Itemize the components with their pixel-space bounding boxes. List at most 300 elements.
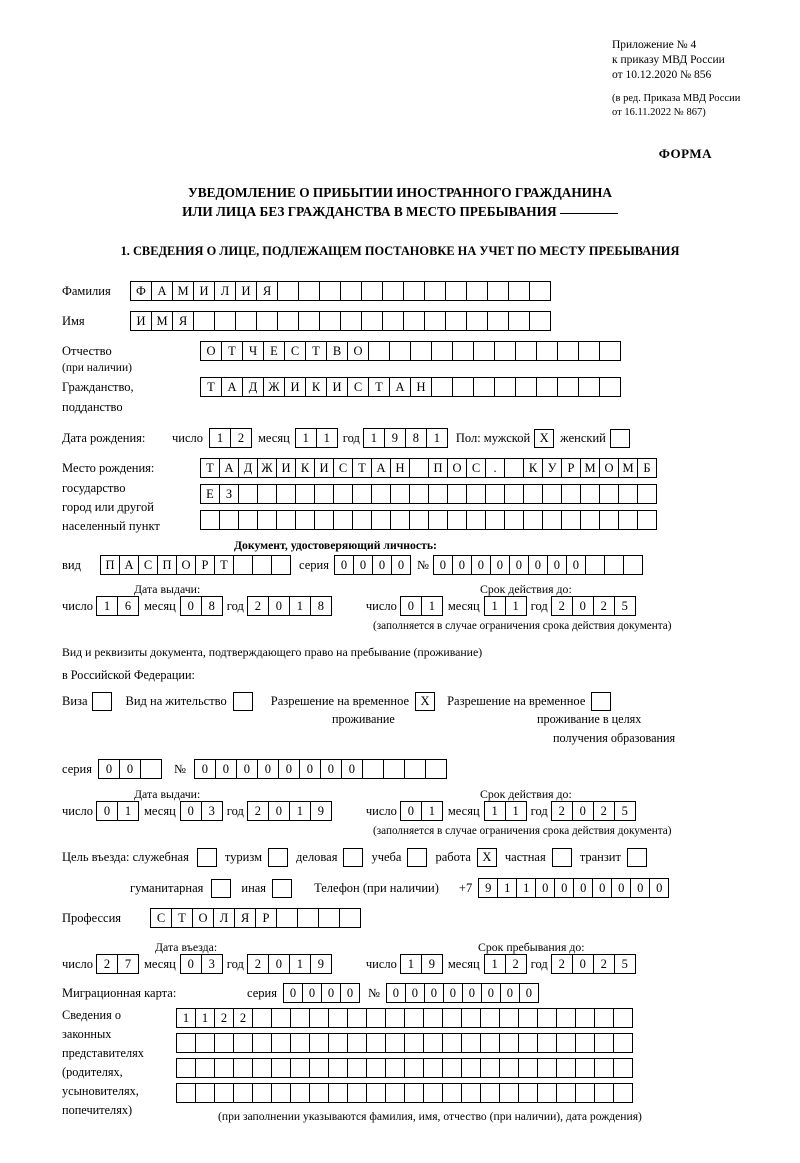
cell[interactable]: 0 (98, 759, 120, 779)
cell[interactable] (382, 311, 404, 331)
cell[interactable] (518, 1008, 538, 1028)
cell[interactable] (252, 1008, 272, 1028)
cell[interactable] (256, 311, 278, 331)
cell[interactable] (536, 341, 558, 361)
doc-valid-year-input[interactable] (551, 596, 636, 616)
cell[interactable] (290, 1008, 310, 1028)
cell[interactable] (277, 311, 299, 331)
cell[interactable] (487, 311, 509, 331)
cell[interactable] (309, 1033, 329, 1053)
cell[interactable] (623, 555, 643, 575)
cell[interactable]: 0 (283, 983, 303, 1003)
cell[interactable] (176, 1033, 196, 1053)
cell[interactable] (347, 1083, 367, 1103)
cell[interactable]: 1 (295, 428, 317, 448)
cell[interactable] (404, 1058, 424, 1078)
cell[interactable]: 1 (421, 801, 443, 821)
cell[interactable]: И (326, 377, 348, 397)
cell[interactable]: 0 (424, 983, 444, 1003)
cell[interactable]: 0 (340, 983, 360, 1003)
cell[interactable] (452, 377, 474, 397)
cell[interactable] (314, 484, 334, 504)
cell[interactable] (494, 341, 516, 361)
cell[interactable] (485, 510, 505, 530)
cell[interactable] (618, 510, 638, 530)
cell[interactable] (618, 484, 638, 504)
cell[interactable]: 2 (96, 954, 118, 974)
birthplace-input-row-3[interactable] (200, 510, 657, 530)
cell[interactable]: П (157, 555, 177, 575)
cell[interactable]: 0 (572, 801, 594, 821)
doc-series-input[interactable] (334, 555, 411, 575)
edu-residence-checkbox[interactable] (591, 692, 611, 711)
cell[interactable] (529, 281, 551, 301)
cell[interactable] (233, 555, 253, 575)
cell[interactable] (276, 908, 298, 928)
cell[interactable] (371, 484, 391, 504)
cell[interactable]: 0 (372, 555, 392, 575)
cell[interactable] (371, 510, 391, 530)
birth-month-input[interactable] (295, 428, 338, 448)
cell[interactable]: 1 (96, 596, 118, 616)
cell[interactable]: Р (195, 555, 215, 575)
birth-year-input[interactable] (363, 428, 448, 448)
cell[interactable]: 2 (593, 596, 615, 616)
entry-day-input[interactable] (96, 954, 139, 974)
migration-series-input[interactable] (283, 983, 360, 1003)
cell[interactable]: 0 (500, 983, 520, 1003)
cell[interactable]: Д (238, 458, 258, 478)
cell[interactable] (580, 484, 600, 504)
cell[interactable] (309, 1083, 329, 1103)
cell[interactable]: 2 (505, 954, 527, 974)
cell[interactable] (238, 484, 258, 504)
cell[interactable] (594, 1083, 614, 1103)
cell[interactable]: 1 (289, 954, 311, 974)
cell[interactable]: Е (263, 341, 285, 361)
cell[interactable]: А (389, 377, 411, 397)
cell[interactable]: И (276, 458, 296, 478)
cell[interactable]: 1 (176, 1008, 196, 1028)
cell[interactable] (556, 1058, 576, 1078)
cell[interactable] (366, 1083, 386, 1103)
cell[interactable]: М (172, 281, 194, 301)
cell[interactable] (176, 1083, 196, 1103)
cell[interactable] (257, 484, 277, 504)
cell[interactable]: О (192, 908, 214, 928)
cell[interactable]: И (235, 281, 257, 301)
cell[interactable] (461, 1033, 481, 1053)
cell[interactable]: 0 (353, 555, 373, 575)
cell[interactable] (480, 1008, 500, 1028)
cell[interactable] (383, 759, 405, 779)
cell[interactable]: 3 (201, 801, 223, 821)
cell[interactable]: У (542, 458, 562, 478)
cell[interactable] (404, 1083, 424, 1103)
stay-number-input[interactable] (194, 759, 447, 779)
cell[interactable] (385, 1083, 405, 1103)
cell[interactable] (328, 1008, 348, 1028)
stay-until-day-input[interactable] (400, 954, 443, 974)
cell[interactable] (328, 1033, 348, 1053)
cell[interactable] (466, 311, 488, 331)
cell[interactable]: 1 (497, 878, 517, 898)
cell[interactable]: 0 (321, 983, 341, 1003)
cell[interactable] (298, 281, 320, 301)
cell[interactable]: 0 (180, 954, 202, 974)
cell[interactable]: Т (221, 341, 243, 361)
cell[interactable] (442, 1083, 462, 1103)
cell[interactable]: 9 (310, 801, 332, 821)
cell[interactable]: 0 (630, 878, 650, 898)
cell[interactable]: 7 (117, 954, 139, 974)
cell[interactable]: 0 (268, 954, 290, 974)
cell[interactable] (347, 1058, 367, 1078)
cell[interactable]: П (100, 555, 120, 575)
stay-valid-day-input[interactable] (400, 801, 443, 821)
residence-permit-checkbox[interactable] (233, 692, 253, 711)
cell[interactable] (309, 1008, 329, 1028)
cell[interactable]: 0 (452, 555, 472, 575)
cell[interactable] (276, 510, 296, 530)
cell[interactable]: Я (256, 281, 278, 301)
cell[interactable] (290, 1083, 310, 1103)
cell[interactable]: 2 (593, 801, 615, 821)
cell[interactable] (409, 458, 429, 478)
cell[interactable] (537, 1058, 557, 1078)
cell[interactable] (518, 1033, 538, 1053)
cell[interactable]: 0 (405, 983, 425, 1003)
cell[interactable] (319, 311, 341, 331)
purpose-business-checkbox[interactable] (343, 848, 363, 867)
cell[interactable] (328, 1083, 348, 1103)
cell[interactable] (447, 510, 467, 530)
cell[interactable] (599, 484, 619, 504)
cell[interactable] (333, 510, 353, 530)
cell[interactable]: 0 (528, 555, 548, 575)
cell[interactable] (575, 1058, 595, 1078)
cell[interactable] (613, 1033, 633, 1053)
cell[interactable]: 1 (426, 428, 448, 448)
cell[interactable]: В (326, 341, 348, 361)
cell[interactable]: 0 (302, 983, 322, 1003)
cell[interactable]: Л (214, 281, 236, 301)
cell[interactable] (428, 510, 448, 530)
cell[interactable]: 2 (214, 1008, 234, 1028)
cell[interactable] (557, 377, 579, 397)
cell[interactable]: 0 (400, 596, 422, 616)
cell[interactable] (382, 281, 404, 301)
cell[interactable]: 0 (320, 759, 342, 779)
cell[interactable]: С (347, 377, 369, 397)
cell[interactable]: 0 (334, 555, 354, 575)
name-input[interactable] (130, 311, 551, 331)
cell[interactable] (466, 281, 488, 301)
cell[interactable] (298, 311, 320, 331)
cell[interactable] (504, 510, 524, 530)
cell[interactable]: 0 (194, 759, 216, 779)
cell[interactable] (557, 341, 579, 361)
cell[interactable] (556, 1083, 576, 1103)
cell[interactable] (480, 1033, 500, 1053)
cell[interactable] (340, 311, 362, 331)
cell[interactable]: 0 (611, 878, 631, 898)
cell[interactable] (461, 1008, 481, 1028)
cell[interactable] (233, 1033, 253, 1053)
cell[interactable] (297, 908, 319, 928)
cell[interactable] (290, 1033, 310, 1053)
cell[interactable]: Ф (130, 281, 152, 301)
cell[interactable] (277, 281, 299, 301)
cell[interactable]: 0 (443, 983, 463, 1003)
cell[interactable] (309, 1058, 329, 1078)
cell[interactable]: С (284, 341, 306, 361)
cell[interactable]: О (599, 458, 619, 478)
doc-issue-month-input[interactable] (180, 596, 223, 616)
cell[interactable]: 1 (195, 1008, 215, 1028)
cell[interactable]: 0 (481, 983, 501, 1003)
cell[interactable]: 2 (593, 954, 615, 974)
cell[interactable] (473, 377, 495, 397)
cell[interactable] (504, 458, 524, 478)
cell[interactable] (425, 759, 447, 779)
cell[interactable]: 1 (117, 801, 139, 821)
legal-rep-input-row-1[interactable] (176, 1008, 633, 1028)
phone-input[interactable] (478, 878, 669, 898)
purpose-other-checkbox[interactable] (272, 879, 292, 898)
entry-month-input[interactable] (180, 954, 223, 974)
doc-valid-month-input[interactable] (484, 596, 527, 616)
stay-issue-year-input[interactable] (247, 801, 332, 821)
cell[interactable] (295, 484, 315, 504)
purpose-tourism-checkbox[interactable] (268, 848, 288, 867)
cell[interactable] (599, 510, 619, 530)
cell[interactable] (271, 1083, 291, 1103)
cell[interactable]: 0 (471, 555, 491, 575)
cell[interactable]: С (466, 458, 486, 478)
cell[interactable] (404, 1008, 424, 1028)
cell[interactable] (613, 1058, 633, 1078)
cell[interactable] (271, 1058, 291, 1078)
cell[interactable]: 0 (572, 596, 594, 616)
cell[interactable]: 8 (310, 596, 332, 616)
cell[interactable] (442, 1033, 462, 1053)
cell[interactable]: М (151, 311, 173, 331)
cell[interactable] (214, 311, 236, 331)
cell[interactable]: Я (172, 311, 194, 331)
cell[interactable]: 0 (592, 878, 612, 898)
cell[interactable] (352, 484, 372, 504)
cell[interactable] (423, 1008, 443, 1028)
cell[interactable]: 6 (117, 596, 139, 616)
cell[interactable]: О (200, 341, 222, 361)
cell[interactable]: 0 (257, 759, 279, 779)
cell[interactable]: М (618, 458, 638, 478)
cell[interactable]: 1 (316, 428, 338, 448)
cell[interactable]: 0 (519, 983, 539, 1003)
cell[interactable]: 0 (96, 801, 118, 821)
cell[interactable] (252, 1058, 272, 1078)
cell[interactable] (508, 281, 530, 301)
birthplace-input-row-1[interactable] (200, 458, 657, 478)
cell[interactable]: 5 (614, 596, 636, 616)
doc-valid-day-input[interactable] (400, 596, 443, 616)
cell[interactable] (352, 510, 372, 530)
cell[interactable] (385, 1008, 405, 1028)
cell[interactable] (214, 1083, 234, 1103)
cell[interactable]: 0 (566, 555, 586, 575)
cell[interactable]: И (314, 458, 334, 478)
cell[interactable]: 0 (299, 759, 321, 779)
cell[interactable]: 0 (547, 555, 567, 575)
cell[interactable] (271, 1033, 291, 1053)
stay-valid-month-input[interactable] (484, 801, 527, 821)
stay-series-input[interactable] (98, 759, 162, 779)
cell[interactable] (637, 510, 657, 530)
cell[interactable] (385, 1058, 405, 1078)
cell[interactable] (508, 311, 530, 331)
cell[interactable] (487, 281, 509, 301)
cell[interactable] (594, 1033, 614, 1053)
cell[interactable]: 0 (268, 596, 290, 616)
cell[interactable] (613, 1008, 633, 1028)
cell[interactable]: С (333, 458, 353, 478)
cell[interactable] (461, 1083, 481, 1103)
doc-number-input[interactable] (433, 555, 643, 575)
doc-kind-input[interactable] (100, 555, 291, 575)
cell[interactable]: 0 (400, 801, 422, 821)
stay-valid-year-input[interactable] (551, 801, 636, 821)
cell[interactable]: 0 (386, 983, 406, 1003)
cell[interactable] (575, 1033, 595, 1053)
cell[interactable]: Т (305, 341, 327, 361)
cell[interactable] (485, 484, 505, 504)
doc-issue-year-input[interactable] (247, 596, 332, 616)
cell[interactable] (580, 510, 600, 530)
cell[interactable] (238, 510, 258, 530)
stay-issue-day-input[interactable] (96, 801, 139, 821)
cell[interactable]: 0 (573, 878, 593, 898)
cell[interactable] (556, 1008, 576, 1028)
cell[interactable] (347, 1033, 367, 1053)
cell[interactable] (219, 510, 239, 530)
cell[interactable] (295, 510, 315, 530)
cell[interactable]: 0 (433, 555, 453, 575)
purpose-study-checkbox[interactable] (407, 848, 427, 867)
cell[interactable] (466, 484, 486, 504)
cell[interactable] (536, 377, 558, 397)
cell[interactable]: 2 (551, 954, 573, 974)
cell[interactable]: Т (352, 458, 372, 478)
cell[interactable] (578, 377, 600, 397)
cell[interactable] (423, 1033, 443, 1053)
cell[interactable] (235, 311, 257, 331)
cell[interactable] (537, 1008, 557, 1028)
cell[interactable]: Е (200, 484, 220, 504)
cell[interactable]: Н (410, 377, 432, 397)
cell[interactable]: 9 (310, 954, 332, 974)
cell[interactable] (445, 311, 467, 331)
profession-input[interactable] (150, 908, 361, 928)
cell[interactable] (195, 1058, 215, 1078)
cell[interactable] (214, 1033, 234, 1053)
cell[interactable]: Т (368, 377, 390, 397)
cell[interactable] (389, 341, 411, 361)
cell[interactable]: Р (255, 908, 277, 928)
cell[interactable] (423, 1083, 443, 1103)
cell[interactable]: Ж (263, 377, 285, 397)
cell[interactable] (195, 1033, 215, 1053)
cell[interactable] (613, 1083, 633, 1103)
cell[interactable] (575, 1083, 595, 1103)
cell[interactable]: О (347, 341, 369, 361)
cell[interactable] (542, 510, 562, 530)
cell[interactable]: 0 (554, 878, 574, 898)
cell[interactable] (499, 1058, 519, 1078)
cell[interactable]: И (130, 311, 152, 331)
cell[interactable] (318, 908, 340, 928)
cell[interactable]: К (305, 377, 327, 397)
cell[interactable] (480, 1083, 500, 1103)
doc-issue-day-input[interactable] (96, 596, 139, 616)
cell[interactable]: 8 (201, 596, 223, 616)
cell[interactable]: 1 (505, 596, 527, 616)
cell[interactable] (499, 1008, 519, 1028)
cell[interactable] (368, 341, 390, 361)
cell[interactable] (339, 908, 361, 928)
cell[interactable] (556, 1033, 576, 1053)
cell[interactable] (529, 311, 551, 331)
migration-number-input[interactable] (386, 983, 539, 1003)
cell[interactable]: А (371, 458, 391, 478)
cell[interactable]: 1 (421, 596, 443, 616)
cell[interactable] (290, 1058, 310, 1078)
cell[interactable]: А (119, 555, 139, 575)
cell[interactable] (575, 1008, 595, 1028)
cell[interactable] (252, 555, 272, 575)
cell[interactable] (466, 510, 486, 530)
cell[interactable]: 2 (247, 954, 269, 974)
cell[interactable]: П (428, 458, 448, 478)
cell[interactable] (404, 759, 426, 779)
cell[interactable]: К (523, 458, 543, 478)
cell[interactable] (518, 1058, 538, 1078)
cell[interactable] (447, 484, 467, 504)
cell[interactable] (257, 510, 277, 530)
cell[interactable]: 1 (209, 428, 231, 448)
cell[interactable] (561, 510, 581, 530)
cell[interactable]: А (221, 377, 243, 397)
cell[interactable] (599, 377, 621, 397)
cell[interactable] (594, 1058, 614, 1078)
cell[interactable]: О (176, 555, 196, 575)
cell[interactable]: 5 (614, 954, 636, 974)
cell[interactable] (442, 1008, 462, 1028)
cell[interactable] (473, 341, 495, 361)
cell[interactable]: 1 (484, 596, 506, 616)
cell[interactable] (518, 1083, 538, 1103)
cell[interactable]: Б (637, 458, 657, 478)
cell[interactable] (366, 1033, 386, 1053)
visa-checkbox[interactable] (92, 692, 112, 711)
cell[interactable] (233, 1058, 253, 1078)
cell[interactable] (252, 1083, 272, 1103)
citizenship-input[interactable] (200, 377, 621, 397)
cell[interactable]: С (150, 908, 172, 928)
cell[interactable]: 1 (516, 878, 536, 898)
cell[interactable] (410, 341, 432, 361)
cell[interactable]: С (138, 555, 158, 575)
